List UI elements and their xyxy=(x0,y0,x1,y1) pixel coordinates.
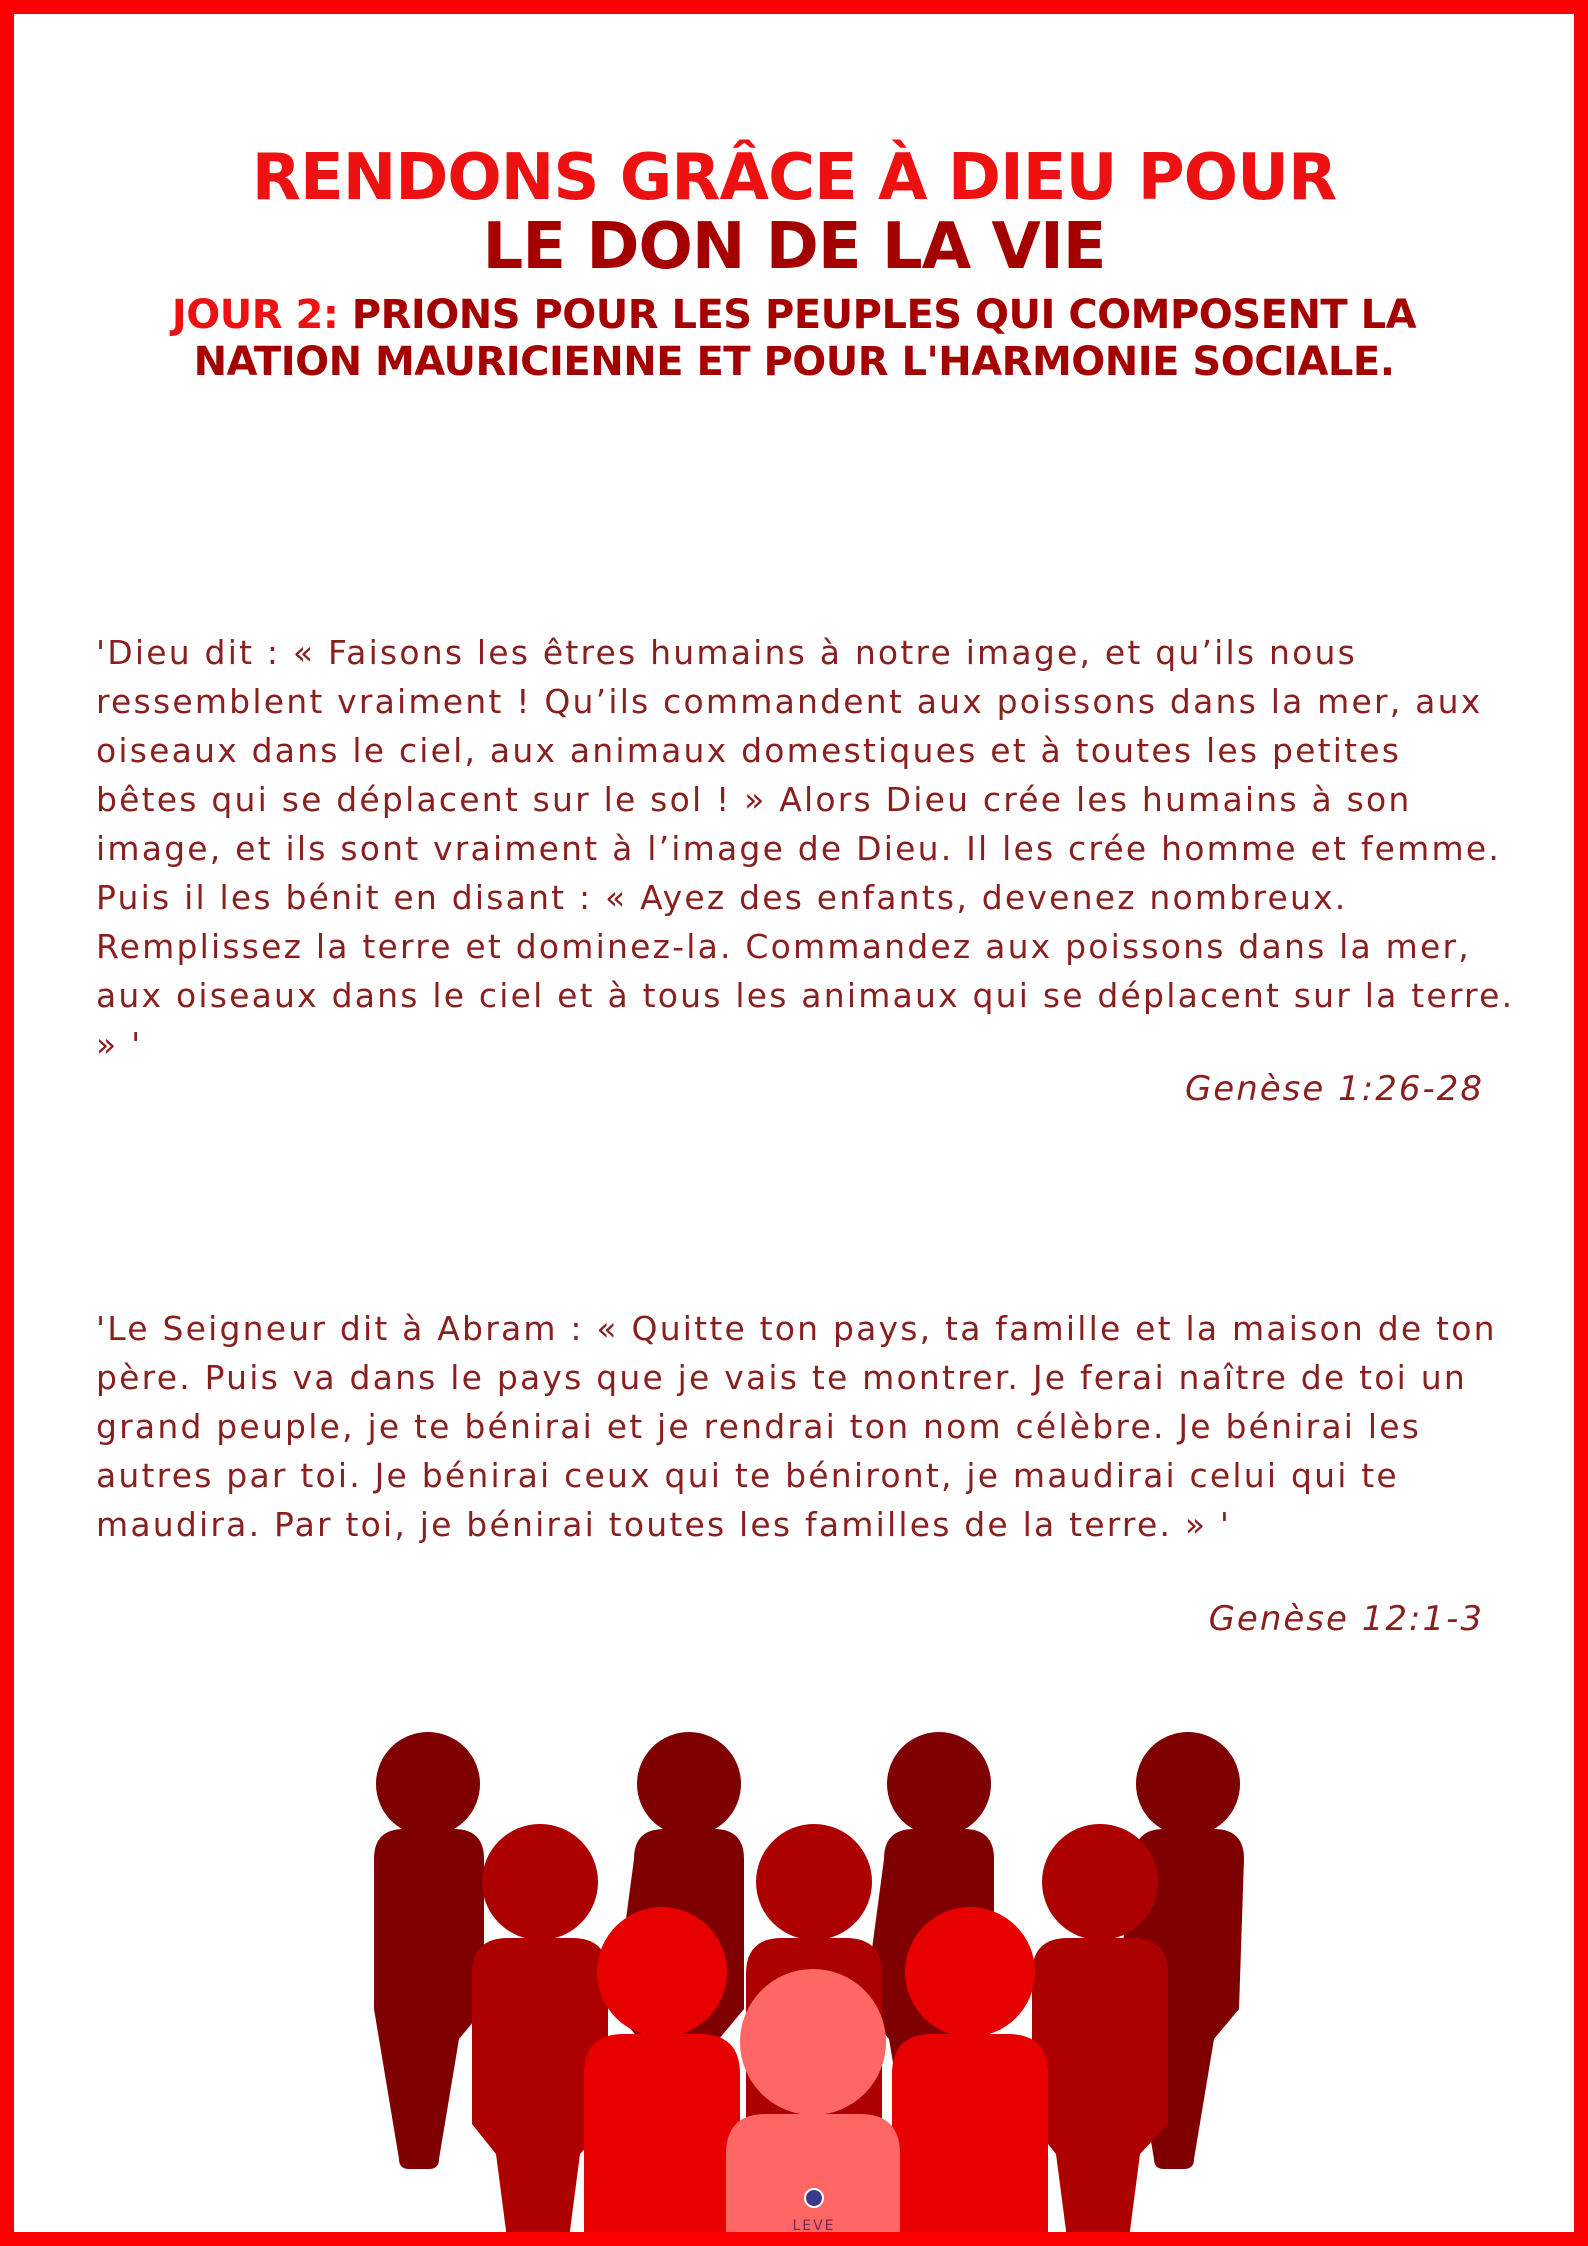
person-head-back-1 xyxy=(376,1732,480,1836)
logo-text: LEVE MARSE! xyxy=(780,2218,848,2246)
verse-reference-2: Genèse 12:1-3 xyxy=(1208,1599,1484,1639)
title-line-2: LE DON DE LA VIE xyxy=(482,210,1106,285)
verse-text-1: 'Dieu dit : « Faisons les êtres humains à notre image, et qu’ils nous ressemblent vraiment ! Qu’ils commandent aux poissons dans la mer, aux oiseaux dans le ciel, aux animaux domestiques et à toutes les petites bêtes qui se déplacent sur le sol ! » Alors Dieu crée les humains à son image, et ils sont vraiment à l’image de Dieu. Il les crée homme et femme. Puis il les bénit en disant : « Ayez des enfants, devenez nombreux. Remplissez la terre et dominez-la. Commandez aux poissons dans la mer, aux oiseaux dans le ciel et à tous les animaux qui se déplacent sur la terre. » ' xyxy=(96,633,1515,1064)
group-of-people-icon xyxy=(354,1714,1274,2246)
person-head-front-1 xyxy=(597,1907,727,2037)
day-text: PRIONS POUR LES PEUPLES QUI COMPOSENT LA NATION MAURICIENNE ET POUR L'HARMONIE SOCIALE. xyxy=(193,292,1417,386)
person-head-center xyxy=(740,1969,886,2115)
verse-reference-1: Genèse 1:26-28 xyxy=(1184,1069,1484,1109)
page-title xyxy=(14,141,1574,285)
person-head-mid-3 xyxy=(1042,1824,1158,1940)
person-head-back-4 xyxy=(1136,1732,1240,1836)
verse-text-2: 'Le Seigneur dit à Abram : « Quitte ton pays, ta famille et la maison de ton père. Puis va dans le pays que je vais te montrer. Je ferai naître de toi un grand peuple, je te bénirai et je rendrai ton nom célèbre. Je bénirai les autres par toi. Je bénirai ceux qui te béniront, je maudirai celui qui te maudira. Par toi, je bénirai toutes les familles de la terre. » ' xyxy=(96,1309,1497,1544)
person-head-mid-2 xyxy=(756,1824,872,1940)
person-head-mid-1 xyxy=(482,1824,598,1940)
day-subtitle xyxy=(164,292,1424,386)
person-body-front-1 xyxy=(584,2034,740,2246)
person-head-back-3 xyxy=(887,1732,991,1836)
title-line-1: RENDONS GRÂCE À DIEU POUR xyxy=(251,141,1337,215)
person-head-front-2 xyxy=(905,1907,1035,2037)
person-head-back-2 xyxy=(637,1732,741,1836)
person-body-front-2 xyxy=(892,2034,1048,2246)
person-body-back-1 xyxy=(374,1829,484,2169)
person-body-mid-3 xyxy=(1032,1938,1168,2246)
day-label: JOUR 2: xyxy=(171,292,339,338)
church-logo xyxy=(760,2188,868,2246)
church-emblem-icon xyxy=(804,2188,824,2208)
